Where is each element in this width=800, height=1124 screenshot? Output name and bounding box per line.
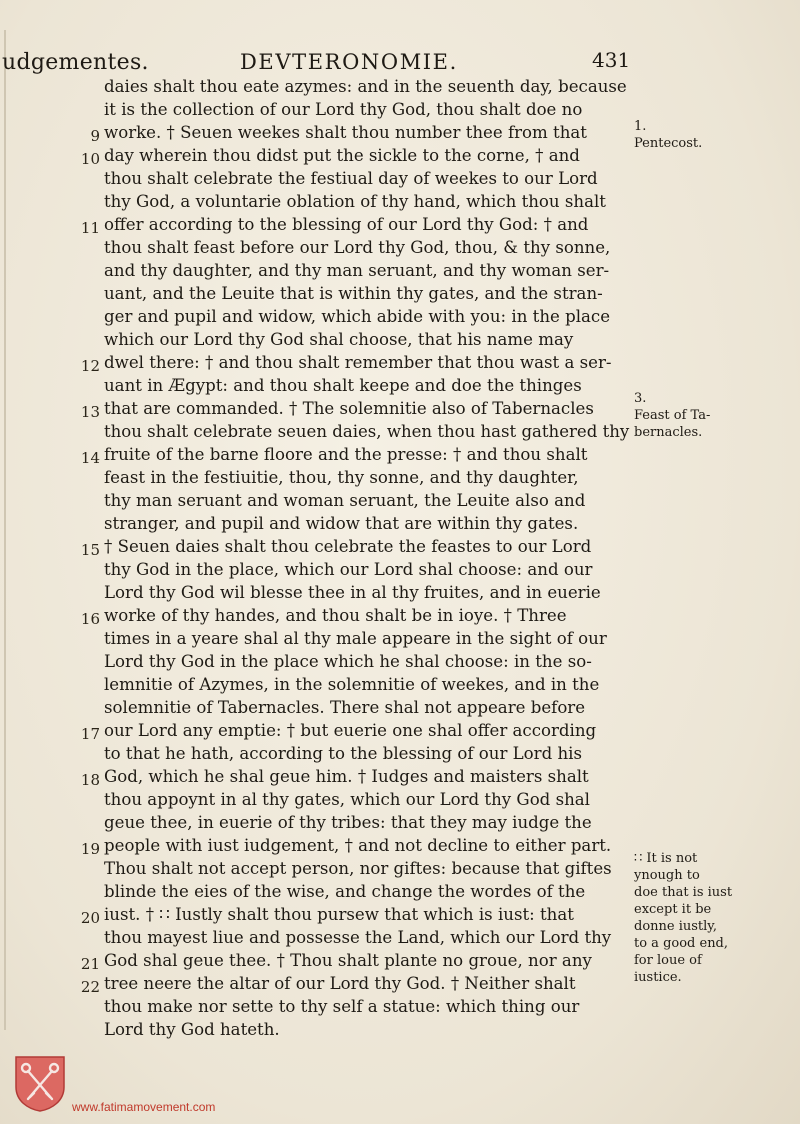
line-text: our Lord any emptie: † but euerie one shal offer according xyxy=(104,721,597,740)
text-line xyxy=(0,697,640,721)
text-line xyxy=(0,973,640,997)
text-line xyxy=(0,214,640,238)
line-text: Thou shalt not accept person, nor giftes: because that giftes xyxy=(104,859,612,878)
line-text: thy God in the place, which our Lord shal choose: and our xyxy=(104,560,593,579)
margin-note-pentecost xyxy=(634,118,702,152)
line-text: which our Lord thy God shal choose, that his name may xyxy=(104,330,574,349)
text-line xyxy=(0,306,640,330)
text-line xyxy=(0,950,640,974)
margin-note-line: Pentecost. xyxy=(634,136,703,151)
margin-note-line: iustice. xyxy=(634,970,682,985)
text-line xyxy=(0,260,640,284)
margin-note-iustice xyxy=(634,850,732,986)
line-text: geue thee, in euerie of thy tribes: that they may iudge the xyxy=(104,813,592,832)
text-line xyxy=(0,168,640,192)
text-line xyxy=(0,536,640,560)
verse-number: 22 xyxy=(80,978,100,996)
text-line xyxy=(0,490,640,514)
text-line xyxy=(0,237,640,261)
line-text: lemnitie of Azymes, in the solemnitie of weekes, and in the xyxy=(104,675,600,694)
line-text: dwel there: † and thou shalt remember that thou wast a ser- xyxy=(104,353,612,372)
line-text: thou shalt celebrate seuen daies, when thou hast gathered thy xyxy=(104,422,630,441)
running-head xyxy=(0,46,800,78)
text-line xyxy=(0,559,640,583)
verse-number: 12 xyxy=(80,357,100,375)
line-text: day wherein thou didst put the sickle to the corne, † and xyxy=(104,146,580,165)
text-line xyxy=(0,122,640,146)
line-text: and thy daughter, and thy man seruant, and thy woman ser- xyxy=(104,261,610,280)
margin-note-line: to a good end, xyxy=(634,936,729,951)
line-text: solemnitie of Tabernacles. There shal not appeare before xyxy=(104,698,586,717)
verse-number: 19 xyxy=(80,840,100,858)
text-line xyxy=(0,720,640,744)
running-head-title: DEVTERONOMIE. xyxy=(240,50,458,74)
line-text: stranger, and pupil and widow that are within thy gates. xyxy=(104,514,579,533)
text-line xyxy=(0,421,640,445)
verse-number: 11 xyxy=(80,219,100,237)
text-line xyxy=(0,835,640,859)
text-line xyxy=(0,812,640,836)
text-line xyxy=(0,766,640,790)
line-text: blinde the eies of the wise, and change the wordes of the xyxy=(104,882,586,901)
text-line xyxy=(0,582,640,606)
verse-number: 20 xyxy=(80,909,100,927)
margin-note-line: bernacles. xyxy=(634,425,703,440)
text-line xyxy=(0,858,640,882)
text-line xyxy=(0,881,640,905)
line-text: to that he hath, according to the blessing of our Lord his xyxy=(104,744,583,763)
line-text: that are commanded. † The solemnitie also of Tabernacles xyxy=(104,399,594,418)
text-line xyxy=(0,444,640,468)
text-line xyxy=(0,628,640,652)
text-line xyxy=(0,651,640,675)
text-line xyxy=(0,513,640,537)
line-text: uant in Ægypt: and thou shalt keepe and doe the thinges xyxy=(104,376,582,395)
text-line xyxy=(0,605,640,629)
text-line xyxy=(0,352,640,376)
verse-number: 13 xyxy=(80,403,100,421)
text-line xyxy=(0,145,640,169)
text-line xyxy=(0,283,640,307)
text-line xyxy=(0,789,640,813)
footer-url: www.fatimamovement.com xyxy=(72,1100,216,1114)
papal-keys-seal-icon xyxy=(12,1053,68,1113)
line-text: it is the collection of our Lord thy God, thou shalt doe no xyxy=(104,100,583,119)
line-text: thou shalt celebrate the festiual day of weekes to our Lord xyxy=(104,169,598,188)
margin-note-line: ynough to xyxy=(634,868,700,883)
verse-number: 15 xyxy=(80,541,100,559)
text-line xyxy=(0,398,640,422)
line-text: offer according to the blessing of our Lord thy God: † and xyxy=(104,215,589,234)
margin-note-line: 3. xyxy=(634,391,647,406)
line-text: tree neere the altar of our Lord thy God. † Neither shalt xyxy=(104,974,576,993)
line-text: thou make nor sette to thy self a statue: which thing our xyxy=(104,997,580,1016)
line-text: thy man seruant and woman seruant, the Leuite also and xyxy=(104,491,586,510)
line-text: † Seuen daies shalt thou celebrate the feastes to our Lord xyxy=(104,537,592,556)
text-line xyxy=(0,76,640,100)
line-text: iust. † ∷ Iustly shalt thou pursew that which is iust: that xyxy=(104,905,574,924)
line-text: thou shalt feast before our Lord thy God, thou, & thy sonne, xyxy=(104,238,611,257)
margin-note-line: ∷ It is not xyxy=(634,851,698,866)
line-text: daies shalt thou eate azymes: and in the seuenth day, because xyxy=(104,77,627,96)
line-text: thou appoynt in al thy gates, which our Lord thy God shal xyxy=(104,790,590,809)
margin-note-line: donne iustly, xyxy=(634,919,718,934)
margin-note-line: for loue of xyxy=(634,953,702,968)
margin-note-line: Feast of Ta- xyxy=(634,408,711,423)
verse-number: 10 xyxy=(80,150,100,168)
line-text: feast in the festiuitie, thou, thy sonne, and thy daughter, xyxy=(104,468,579,487)
line-text: Lord thy God in the place which he shal choose: in the so- xyxy=(104,652,592,671)
text-line xyxy=(0,99,640,123)
text-line xyxy=(0,191,640,215)
line-text: worke of thy handes, and thou shalt be in ioye. † Three xyxy=(104,606,567,625)
line-text: thou mayest liue and possesse the Land, which our Lord thy xyxy=(104,928,612,947)
line-text: thy God, a voluntarie oblation of thy hand, which thou shalt xyxy=(104,192,606,211)
verse-number: 21 xyxy=(80,955,100,973)
line-text: fruite of the barne floore and the presse: † and thou shalt xyxy=(104,445,588,464)
line-text: times in a yeare shal al thy male appeare in the sight of our xyxy=(104,629,607,648)
text-line xyxy=(0,375,640,399)
line-text: people with iust iudgement, † and not decline to either part. xyxy=(104,836,612,855)
line-text: God shal geue thee. † Thou shalt plante no groue, nor any xyxy=(104,951,592,970)
verse-number: 16 xyxy=(80,610,100,628)
text-line xyxy=(0,1019,640,1043)
text-line xyxy=(0,927,640,951)
verse-number: 17 xyxy=(80,725,100,743)
page-number: 431 xyxy=(592,48,631,72)
text-line xyxy=(0,996,640,1020)
running-head-left: udgementes. xyxy=(2,50,149,75)
verse-number: 9 xyxy=(90,127,100,145)
line-text: Lord thy God hateth. xyxy=(104,1020,280,1039)
text-line xyxy=(0,329,640,353)
line-text: ger and pupil and widow, which abide with you: in the place xyxy=(104,307,611,326)
line-text: uant, and the Leuite that is within thy gates, and the stran- xyxy=(104,284,603,303)
margin-note-line: doe that is iust xyxy=(634,885,733,900)
text-line xyxy=(0,904,640,928)
verse-number: 14 xyxy=(80,449,100,467)
verse-number: 18 xyxy=(80,771,100,789)
line-text: Lord thy God wil blesse thee in al thy fruites, and in euerie xyxy=(104,583,601,602)
text-line xyxy=(0,743,640,767)
text-line xyxy=(0,467,640,491)
line-text: God, which he shal geue him. † Iudges and maisters shalt xyxy=(104,767,589,786)
text-line xyxy=(0,674,640,698)
line-text: worke. † Seuen weekes shalt thou number thee from that xyxy=(104,123,587,142)
margin-note-line: 1. xyxy=(634,119,647,134)
margin-note-line: except it be xyxy=(634,902,712,917)
margin-note-tabernacles xyxy=(634,390,710,441)
